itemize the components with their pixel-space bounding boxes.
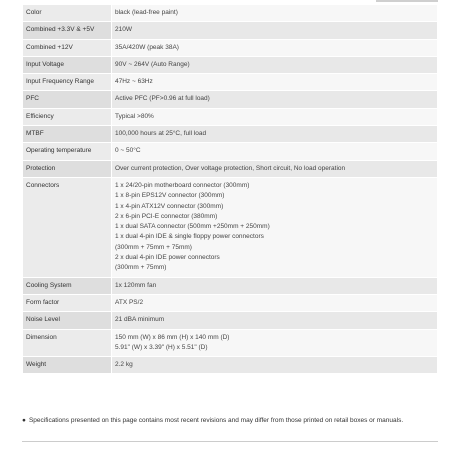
- spec-label: Form factor: [23, 294, 112, 311]
- spec-value: [112, 91, 438, 108]
- spec-label: Noise Level: [23, 312, 112, 329]
- spec-label: Cooling System: [23, 277, 112, 294]
- spec-table-body: [23, 5, 438, 374]
- spec-value-line: 1x 120mm fan: [115, 281, 157, 289]
- spec-row: [23, 91, 438, 108]
- spec-value: [112, 39, 438, 56]
- spec-label: Color: [23, 5, 112, 22]
- spec-row: [23, 294, 438, 311]
- spec-label: PFC: [23, 91, 112, 108]
- spec-row: [23, 22, 438, 39]
- spec-label: Operating temperature: [23, 143, 112, 160]
- spec-value-line: Over current protection, Over voltage protection, Short circuit, No load operation: [115, 164, 346, 172]
- spec-value-line: 2 x dual 4-pin IDE power connectors: [115, 254, 220, 262]
- spec-label: Combined +3.3V & +5V: [23, 22, 112, 39]
- spec-value: [112, 126, 438, 143]
- spec-label: Protection: [23, 160, 112, 177]
- spec-value: [112, 160, 438, 177]
- spec-value: [112, 143, 438, 160]
- spec-row: [23, 177, 438, 277]
- spec-row: [23, 329, 438, 357]
- spec-value: [112, 177, 438, 277]
- top-tab-edge: [376, 0, 438, 2]
- spec-value-line: 5.91" (W) x 3.39" (H) x 5.51" (D): [115, 343, 208, 351]
- spec-row: [23, 74, 438, 91]
- spec-value-line: 21 dBA minimum: [115, 316, 165, 324]
- spec-value: [112, 357, 438, 374]
- footnote-text: Specifications presented on this page contains most recent revisions and may differ from those printed on retail boxes or manuals.: [28, 417, 404, 424]
- spec-row: [23, 5, 438, 22]
- spec-value: [112, 108, 438, 125]
- spec-row: [23, 143, 438, 160]
- spec-value-line: 1 x dual SATA connector (500mm +250mm + 250mm): [115, 223, 270, 231]
- spec-value-line: Active PFC (PF>0.96 at full load): [115, 95, 210, 103]
- spec-row: [23, 312, 438, 329]
- bullet-icon: ●: [22, 417, 26, 424]
- spec-row: [23, 56, 438, 73]
- spec-value: [112, 294, 438, 311]
- spec-value: [112, 56, 438, 73]
- spec-label: Input Frequency Range: [23, 74, 112, 91]
- spec-value-line: 100,000 hours at 25°C, full load: [115, 130, 207, 138]
- spec-label: Dimension: [23, 329, 112, 357]
- spec-table: [22, 4, 438, 374]
- spec-value: [112, 277, 438, 294]
- footnote: [22, 417, 442, 424]
- spec-value-line: 47Hz ~ 63Hz: [115, 78, 153, 86]
- spec-row: [23, 357, 438, 374]
- spec-value-line: (300mm + 75mm): [115, 264, 167, 272]
- spec-value-line: 0 ~ 50°C: [115, 147, 141, 155]
- spec-value-line: 90V ~ 264V (Auto Range): [115, 60, 190, 68]
- spec-value-line: 1 x 8-pin EPS12V connector (300mm): [115, 192, 225, 200]
- spec-value-line: 2 x 6-pin PCI-E connector (380mm): [115, 212, 218, 220]
- spec-value-line: 150 mm (W) x 86 mm (H) x 140 mm (D): [115, 333, 230, 341]
- spec-value-line: (300mm + 75mm + 75mm): [115, 243, 192, 251]
- bottom-divider: [22, 441, 438, 442]
- spec-row: [23, 277, 438, 294]
- spec-row: [23, 39, 438, 56]
- spec-value-line: 1 x dual 4-pin IDE & single floppy power connectors: [115, 233, 264, 241]
- spec-value: [112, 329, 438, 357]
- spec-label: Weight: [23, 357, 112, 374]
- spec-value-line: 2.2 kg: [115, 361, 133, 369]
- spec-value: [112, 74, 438, 91]
- spec-label: Combined +12V: [23, 39, 112, 56]
- spec-label: MTBF: [23, 126, 112, 143]
- spec-row: [23, 126, 438, 143]
- spec-label: Connectors: [23, 177, 112, 277]
- spec-value: [112, 312, 438, 329]
- spec-row: [23, 160, 438, 177]
- spec-label: Efficiency: [23, 108, 112, 125]
- spec-value-line: ATX PS/2: [115, 298, 144, 306]
- spec-row: [23, 108, 438, 125]
- spec-value-line: Typical >80%: [115, 112, 154, 120]
- spec-value-line: 1 x 4-pin ATX12V connector (300mm): [115, 202, 224, 210]
- spec-value: [112, 22, 438, 39]
- spec-value-line: black (lead-free paint): [115, 9, 178, 16]
- spec-label: Input Voltage: [23, 56, 112, 73]
- spec-value: [112, 5, 438, 22]
- spec-value-line: 1 x 24/20-pin motherboard connector (300mm): [115, 181, 250, 189]
- spec-value-line: 35A/420W (peak 38A): [115, 43, 179, 51]
- spec-value-line: 210W: [115, 26, 132, 34]
